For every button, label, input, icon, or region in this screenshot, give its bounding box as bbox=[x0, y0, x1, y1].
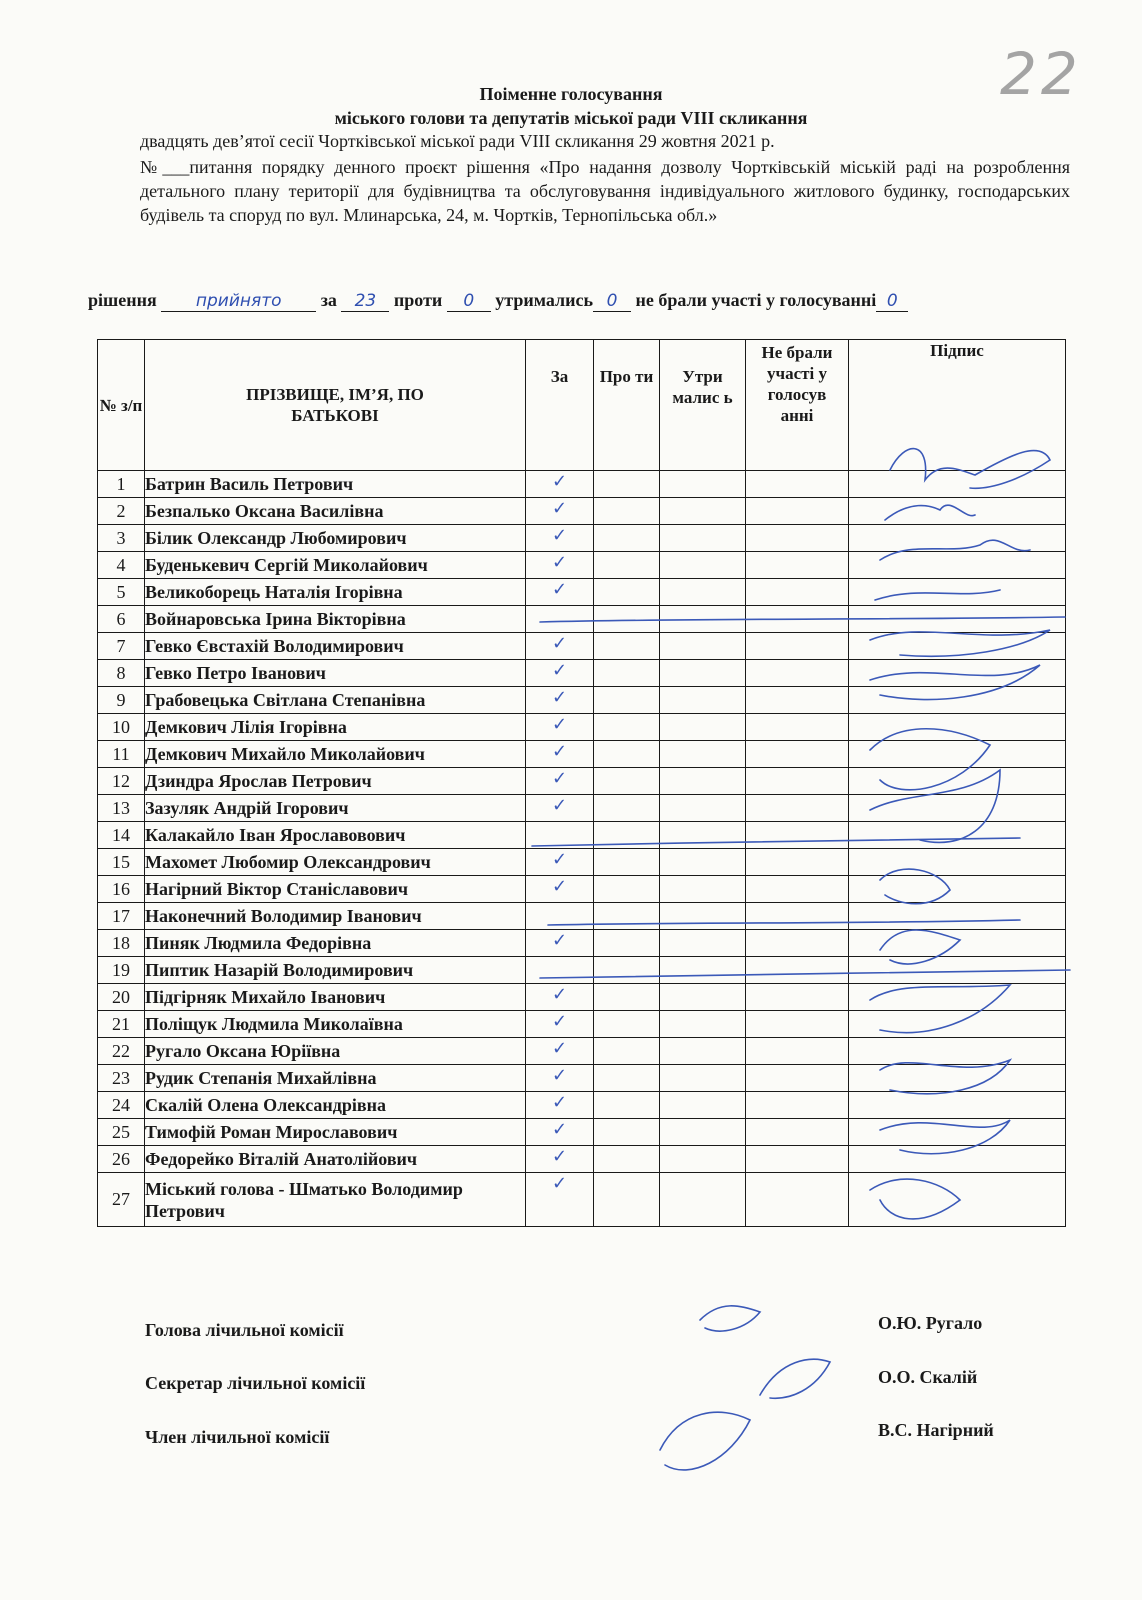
row-za-mark: ✓ bbox=[526, 768, 594, 795]
row-number: 12 bbox=[98, 768, 145, 795]
row-number: 17 bbox=[98, 903, 145, 930]
row-ne-braly bbox=[746, 822, 849, 849]
row-ne-braly bbox=[746, 957, 849, 984]
row-signature bbox=[849, 633, 1066, 660]
row-number: 26 bbox=[98, 1146, 145, 1173]
row-proty bbox=[594, 1119, 660, 1146]
row-signature bbox=[849, 822, 1066, 849]
row-proty bbox=[594, 903, 660, 930]
table-row bbox=[98, 1146, 1066, 1173]
row-signature bbox=[849, 741, 1066, 768]
header-number: № з/п bbox=[98, 340, 145, 471]
decision-result: прийнято bbox=[161, 291, 316, 312]
row-ne-braly bbox=[746, 1092, 849, 1119]
row-signature bbox=[849, 876, 1066, 903]
commission-signature-2 bbox=[760, 1359, 830, 1398]
for-count: 23 bbox=[341, 291, 389, 312]
row-ne-braly bbox=[746, 876, 849, 903]
row-proty bbox=[594, 1011, 660, 1038]
row-utrymalys bbox=[660, 1092, 746, 1119]
table-row bbox=[98, 741, 1066, 768]
row-za-mark: ✓ bbox=[526, 1092, 594, 1119]
row-signature bbox=[849, 714, 1066, 741]
abstained-count: 0 bbox=[593, 291, 631, 312]
header-pidpys: Підпис bbox=[849, 340, 1066, 471]
vote-table bbox=[97, 339, 1066, 1227]
row-number: 9 bbox=[98, 687, 145, 714]
row-name: Пиняк Людмила Федорівна bbox=[145, 930, 526, 957]
row-signature bbox=[849, 579, 1066, 606]
row-signature bbox=[849, 525, 1066, 552]
row-ne-braly bbox=[746, 768, 849, 795]
row-name: Грабовецька Світлана Степанівна bbox=[145, 687, 526, 714]
row-number: 24 bbox=[98, 1092, 145, 1119]
row-za-mark: ✓ bbox=[526, 525, 594, 552]
row-number: 8 bbox=[98, 660, 145, 687]
row-number: 11 bbox=[98, 741, 145, 768]
row-number: 1 bbox=[98, 471, 145, 498]
row-za-mark: ✓ bbox=[526, 1146, 594, 1173]
row-name: Войнаровська Ірина Вікторівна bbox=[145, 606, 526, 633]
row-name: Великоборець Наталія Ігорівна bbox=[145, 579, 526, 606]
row-proty bbox=[594, 1146, 660, 1173]
row-name: Скалій Олена Олександрівна bbox=[145, 1092, 526, 1119]
row-number: 3 bbox=[98, 525, 145, 552]
row-ne-braly bbox=[746, 1065, 849, 1092]
row-utrymalys bbox=[660, 1038, 746, 1065]
commission-member-name: В.С. Нагірний bbox=[878, 1420, 994, 1440]
row-utrymalys bbox=[660, 714, 746, 741]
row-utrymalys bbox=[660, 930, 746, 957]
row-number: 21 bbox=[98, 1011, 145, 1038]
row-utrymalys bbox=[660, 552, 746, 579]
row-number: 15 bbox=[98, 849, 145, 876]
row-signature bbox=[849, 984, 1066, 1011]
row-utrymalys bbox=[660, 795, 746, 822]
row-proty bbox=[594, 768, 660, 795]
row-proty bbox=[594, 498, 660, 525]
row-proty bbox=[594, 849, 660, 876]
row-utrymalys bbox=[660, 768, 746, 795]
commission-member-role: Член лічильної комісії bbox=[145, 1427, 330, 1447]
row-utrymalys bbox=[660, 1173, 746, 1227]
row-ne-braly bbox=[746, 1038, 849, 1065]
row-signature bbox=[849, 903, 1066, 930]
row-proty bbox=[594, 471, 660, 498]
row-signature bbox=[849, 471, 1066, 498]
header-name: ПРІЗВИЩЕ, ІМ’Я, ПО БАТЬКОВІ bbox=[145, 340, 526, 471]
row-za-mark: ✓ bbox=[526, 498, 594, 525]
row-za-mark: ✓ bbox=[526, 876, 594, 903]
row-signature bbox=[849, 687, 1066, 714]
table-row bbox=[98, 1173, 1066, 1227]
against-count: 0 bbox=[447, 291, 491, 312]
row-za-mark: ✓ bbox=[526, 1011, 594, 1038]
row-signature bbox=[849, 1173, 1066, 1227]
row-name: Дзиндра Ярослав Петрович bbox=[145, 768, 526, 795]
row-name: Пиптик Назарій Володимирович bbox=[145, 957, 526, 984]
row-za-mark: ✓ bbox=[526, 471, 594, 498]
row-proty bbox=[594, 633, 660, 660]
row-utrymalys bbox=[660, 498, 746, 525]
row-ne-braly bbox=[746, 714, 849, 741]
row-za-mark: ✓ bbox=[526, 552, 594, 579]
row-number: 23 bbox=[98, 1065, 145, 1092]
table-row bbox=[98, 849, 1066, 876]
table-row bbox=[98, 498, 1066, 525]
row-ne-braly bbox=[746, 579, 849, 606]
row-ne-braly bbox=[746, 687, 849, 714]
row-signature bbox=[849, 660, 1066, 687]
row-proty bbox=[594, 930, 660, 957]
row-signature bbox=[849, 498, 1066, 525]
row-signature bbox=[849, 849, 1066, 876]
row-name: Міський голова - Шматько Володимир Петрович bbox=[145, 1173, 526, 1227]
row-ne-braly bbox=[746, 498, 849, 525]
table-row bbox=[98, 552, 1066, 579]
table-row bbox=[98, 1038, 1066, 1065]
row-number: 18 bbox=[98, 930, 145, 957]
header-proty: Про ти bbox=[594, 340, 660, 471]
row-utrymalys bbox=[660, 984, 746, 1011]
row-name: Батрин Василь Петрович bbox=[145, 471, 526, 498]
row-name: Гевко Петро Іванович bbox=[145, 660, 526, 687]
table-row bbox=[98, 714, 1066, 741]
row-name: Поліщук Людмила Миколаївна bbox=[145, 1011, 526, 1038]
table-row bbox=[98, 1065, 1066, 1092]
commission-signature-1 bbox=[700, 1306, 760, 1331]
row-za-mark bbox=[526, 957, 594, 984]
row-ne-braly bbox=[746, 606, 849, 633]
row-ne-braly bbox=[746, 849, 849, 876]
row-utrymalys bbox=[660, 1146, 746, 1173]
row-za-mark: ✓ bbox=[526, 741, 594, 768]
row-za-mark: ✓ bbox=[526, 1065, 594, 1092]
row-proty bbox=[594, 525, 660, 552]
row-utrymalys bbox=[660, 1011, 746, 1038]
row-utrymalys bbox=[660, 471, 746, 498]
row-za-mark: ✓ bbox=[526, 633, 594, 660]
row-utrymalys bbox=[660, 876, 746, 903]
row-za-mark: ✓ bbox=[526, 579, 594, 606]
row-za-mark bbox=[526, 606, 594, 633]
abstained-label: утримались bbox=[495, 290, 593, 310]
row-za-mark: ✓ bbox=[526, 660, 594, 687]
row-utrymalys bbox=[660, 687, 746, 714]
row-number: 13 bbox=[98, 795, 145, 822]
row-za-mark: ✓ bbox=[526, 795, 594, 822]
decision-label: рішення bbox=[88, 290, 157, 310]
row-ne-braly bbox=[746, 471, 849, 498]
row-name: Нагірний Віктор Станіславович bbox=[145, 876, 526, 903]
row-name: Калакайло Іван Ярославовович bbox=[145, 822, 526, 849]
document-subtitle: міського голови та депутатів міської ради VIII скликання bbox=[334, 108, 808, 128]
row-signature bbox=[849, 1011, 1066, 1038]
row-signature bbox=[849, 1119, 1066, 1146]
row-proty bbox=[594, 579, 660, 606]
row-number: 14 bbox=[98, 822, 145, 849]
row-name: Махомет Любомир Олександрович bbox=[145, 849, 526, 876]
row-number: 7 bbox=[98, 633, 145, 660]
row-proty bbox=[594, 957, 660, 984]
row-proty bbox=[594, 660, 660, 687]
row-za-mark: ✓ bbox=[526, 1173, 594, 1227]
table-row bbox=[98, 660, 1066, 687]
row-utrymalys bbox=[660, 741, 746, 768]
row-name: Підгірняк Михайло Іванович bbox=[145, 984, 526, 1011]
row-za-mark: ✓ bbox=[526, 1038, 594, 1065]
row-proty bbox=[594, 1173, 660, 1227]
row-proty bbox=[594, 876, 660, 903]
row-name: Демкович Михайло Миколайович bbox=[145, 741, 526, 768]
row-name: Федорейко Віталій Анатолійович bbox=[145, 1146, 526, 1173]
row-number: 16 bbox=[98, 876, 145, 903]
row-ne-braly bbox=[746, 903, 849, 930]
row-proty bbox=[594, 552, 660, 579]
row-ne-braly bbox=[746, 1011, 849, 1038]
table-row bbox=[98, 687, 1066, 714]
row-utrymalys bbox=[660, 903, 746, 930]
row-ne-braly bbox=[746, 525, 849, 552]
row-signature bbox=[849, 606, 1066, 633]
row-utrymalys bbox=[660, 579, 746, 606]
row-za-mark: ✓ bbox=[526, 984, 594, 1011]
row-proty bbox=[594, 1038, 660, 1065]
vote-table-body bbox=[98, 471, 1066, 1227]
row-utrymalys bbox=[660, 1065, 746, 1092]
row-za-mark: ✓ bbox=[526, 930, 594, 957]
table-row bbox=[98, 957, 1066, 984]
table-row bbox=[98, 633, 1066, 660]
row-number: 2 bbox=[98, 498, 145, 525]
row-number: 4 bbox=[98, 552, 145, 579]
commission-secretary-role: Секретар лічильної комісії bbox=[145, 1373, 366, 1393]
decision-line bbox=[88, 290, 908, 312]
row-signature bbox=[849, 1092, 1066, 1119]
row-number: 20 bbox=[98, 984, 145, 1011]
against-label: проти bbox=[393, 290, 443, 310]
row-ne-braly bbox=[746, 795, 849, 822]
row-za-mark: ✓ bbox=[526, 714, 594, 741]
row-proty bbox=[594, 606, 660, 633]
row-utrymalys bbox=[660, 849, 746, 876]
row-number: 6 bbox=[98, 606, 145, 633]
table-row bbox=[98, 525, 1066, 552]
row-za-mark: ✓ bbox=[526, 1119, 594, 1146]
row-za-mark bbox=[526, 903, 594, 930]
row-ne-braly bbox=[746, 1173, 849, 1227]
not-voted-label: не брали участі у голосуванні bbox=[635, 290, 877, 310]
row-name: Зазуляк Андрій Ігорович bbox=[145, 795, 526, 822]
row-number: 25 bbox=[98, 1119, 145, 1146]
row-signature bbox=[849, 1038, 1066, 1065]
table-row bbox=[98, 795, 1066, 822]
row-signature bbox=[849, 552, 1066, 579]
row-proty bbox=[594, 741, 660, 768]
header-za: За bbox=[526, 340, 594, 471]
row-number: 22 bbox=[98, 1038, 145, 1065]
handwritten-page-number: 22 bbox=[1000, 40, 1082, 108]
row-signature bbox=[849, 795, 1066, 822]
row-signature bbox=[849, 957, 1066, 984]
agenda-question: №___питання порядку денного проєкт рішення «Про надання дозволу Чортківській міській раді на розроблення детального плану території для будівництва та обслуговування індивідуального житлового будинку, господарських будівель та споруд по вул. Млинарська, 24, м. Чортків, Тернопільська обл.» bbox=[140, 157, 1070, 225]
row-utrymalys bbox=[660, 633, 746, 660]
table-row bbox=[98, 930, 1066, 957]
row-ne-braly bbox=[746, 1146, 849, 1173]
commission-secretary-name: О.О. Скалій bbox=[878, 1367, 978, 1387]
row-utrymalys bbox=[660, 822, 746, 849]
commission-chair-role: Голова лічильної комісії bbox=[145, 1320, 344, 1340]
row-proty bbox=[594, 1092, 660, 1119]
table-row bbox=[98, 822, 1066, 849]
row-utrymalys bbox=[660, 957, 746, 984]
row-name: Білик Олександр Любомирович bbox=[145, 525, 526, 552]
not-voted-count: 0 bbox=[876, 291, 908, 312]
table-row bbox=[98, 1119, 1066, 1146]
row-proty bbox=[594, 714, 660, 741]
for-label: за bbox=[320, 290, 337, 310]
row-name: Безпалько Оксана Василівна bbox=[145, 498, 526, 525]
row-signature bbox=[849, 768, 1066, 795]
row-signature bbox=[849, 1146, 1066, 1173]
table-row bbox=[98, 903, 1066, 930]
row-ne-braly bbox=[746, 930, 849, 957]
document-title: Поіменне голосування bbox=[479, 84, 663, 104]
row-proty bbox=[594, 687, 660, 714]
row-name: Ругало Оксана Юріївна bbox=[145, 1038, 526, 1065]
table-row bbox=[98, 1011, 1066, 1038]
row-number: 10 bbox=[98, 714, 145, 741]
row-za-mark bbox=[526, 822, 594, 849]
table-row bbox=[98, 471, 1066, 498]
row-ne-braly bbox=[746, 660, 849, 687]
row-proty bbox=[594, 984, 660, 1011]
table-row bbox=[98, 876, 1066, 903]
row-utrymalys bbox=[660, 1119, 746, 1146]
table-row bbox=[98, 768, 1066, 795]
row-proty bbox=[594, 822, 660, 849]
row-signature bbox=[849, 1065, 1066, 1092]
header-utrymalys: Утри малис ь bbox=[660, 340, 746, 471]
row-name: Буденькевич Сергій Миколайович bbox=[145, 552, 526, 579]
table-row bbox=[98, 579, 1066, 606]
row-ne-braly bbox=[746, 1119, 849, 1146]
row-number: 5 bbox=[98, 579, 145, 606]
row-proty bbox=[594, 1065, 660, 1092]
row-name: Тимофій Роман Мирославович bbox=[145, 1119, 526, 1146]
session-line: двадцять дев’ятої сесії Чортківської міської ради VIII скликання 29 жовтня 2021 р. bbox=[140, 131, 775, 151]
row-number: 27 bbox=[98, 1173, 145, 1227]
row-utrymalys bbox=[660, 525, 746, 552]
commission-signature-3 bbox=[660, 1412, 750, 1470]
row-za-mark: ✓ bbox=[526, 687, 594, 714]
table-row bbox=[98, 606, 1066, 633]
row-ne-braly bbox=[746, 633, 849, 660]
header-ne-braly: Не брали участі у голосув анні bbox=[746, 340, 849, 471]
row-name: Демкович Лілія Ігорівна bbox=[145, 714, 526, 741]
row-signature bbox=[849, 930, 1066, 957]
row-proty bbox=[594, 795, 660, 822]
row-number: 19 bbox=[98, 957, 145, 984]
row-ne-braly bbox=[746, 984, 849, 1011]
row-ne-braly bbox=[746, 741, 849, 768]
row-utrymalys bbox=[660, 606, 746, 633]
table-header-row bbox=[98, 340, 1066, 471]
row-utrymalys bbox=[660, 660, 746, 687]
row-ne-braly bbox=[746, 552, 849, 579]
row-name: Наконечний Володимир Іванович bbox=[145, 903, 526, 930]
row-name: Гевко Євстахій Володимирович bbox=[145, 633, 526, 660]
table-row bbox=[98, 1092, 1066, 1119]
row-name: Рудик Степанія Михайлівна bbox=[145, 1065, 526, 1092]
commission-chair-name: О.Ю. Ругало bbox=[878, 1313, 983, 1333]
table-row bbox=[98, 984, 1066, 1011]
row-za-mark: ✓ bbox=[526, 849, 594, 876]
